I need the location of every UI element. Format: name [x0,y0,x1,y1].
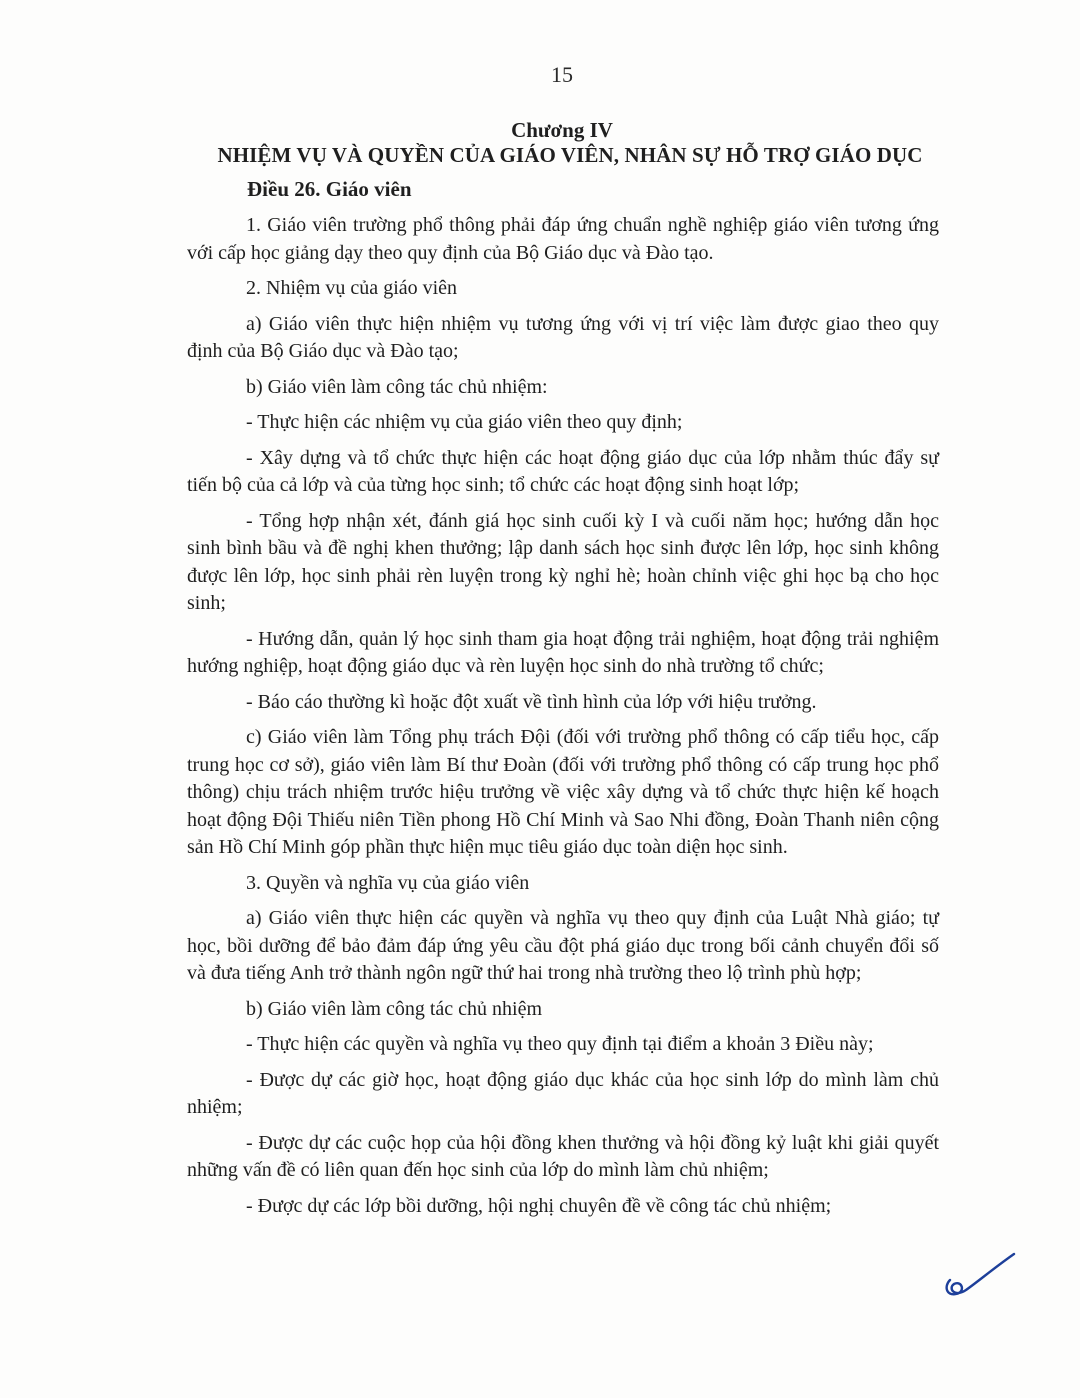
chapter-title: Chương IV [511,118,613,142]
paragraph: - Được dự các giờ học, hoạt động giáo dục khác của học sinh lớp do mình làm chủ nhiệm; [187,1068,939,1118]
article-heading: Điều 26. Giáo viên [247,177,412,201]
paragraph: - Xây dựng và tổ chức thực hiện các hoạt động giáo dục của lớp nhằm thúc đẩy sự tiến bộ của cả lớp và của từng học sinh; tổ chức các hoạt động sinh hoạt lớp; [187,446,939,496]
paragraph: - Thực hiện các quyền và nghĩa vụ theo quy định tại điểm a khoản 3 Điều này; [246,1033,874,1055]
chapter-subtitle: NHIỆM VỤ VÀ QUYỀN CỦA GIÁO VIÊN, NHÂN SỰ HỖ TRỢ GIÁO DỤC [217,143,923,167]
paragraph: b) Giáo viên làm công tác chủ nhiệm: [246,375,548,398]
page-number: 15 [551,62,573,87]
paragraph: a) Giáo viên thực hiện các quyền và nghĩa vụ theo quy định của Luật Nhà giáo; tự học, bồi dưỡng để bảo đảm đáp ứng yêu cầu đột phá giáo dục trong bối cảnh chuyển đổi số và đưa tiếng Anh trở thành ngôn ngữ thứ hai trong nhà trường theo lộ trình phù hợp; [187,907,939,984]
paragraph: - Hướng dẫn, quản lý học sinh tham gia hoạt động trải nghiệm, hoạt động trải nghiệm hướng nghiệp, hoạt động giáo dục và rèn luyện học sinh do nhà trường tổ chức; [187,627,939,677]
paragraph: - Được dự các cuộc họp của hội đồng khen thưởng và hội đồng kỷ luật khi giải quyết những vấn đề có liên quan đến học sinh của lớp do mình làm chủ nhiệm; [187,1131,939,1181]
paragraph: b) Giáo viên làm công tác chủ nhiệm [246,997,543,1020]
paragraph: 2. Nhiệm vụ của giáo viên [246,277,458,299]
paragraph: - Thực hiện các nhiệm vụ của giáo viên theo quy định; [246,411,683,433]
paragraph: - Tổng hợp nhận xét, đánh giá học sinh cuối kỳ I và cuối năm học; hướng dẫn học sinh bình bầu và đề nghị khen thưởng; lập danh sách học sinh được lên lớp, học sinh không được lên lớp, học sinh phải rèn luyện trong kỳ nghỉ hè; hoàn chỉnh việc ghi học bạ cho học sinh; [187,509,939,614]
document-body [187,212,939,1228]
paragraph: 3. Quyền và nghĩa vụ của giáo viên [246,871,530,894]
paragraph: a) Giáo viên thực hiện nhiệm vụ tương ứng với vị trí việc làm được giao theo quy định của Bộ Giáo dục và Đào tạo; [187,312,939,362]
paragraph: c) Giáo viên làm Tổng phụ trách Đội (đối với trường phổ thông có cấp tiểu học, cấp trung học cơ sở), giáo viên làm Bí thư Đoàn (đối với trường phổ thông có cấp trung học phổ thông) chịu trách nhiệm trước hiệu trưởng về việc xây dựng và tổ chức thực hiện kế hoạch hoạt động Đội Thiếu niên Tiền phong Hồ Chí Minh và Sao Nhi đồng, Đoàn Thanh niên cộng sản Hồ Chí Minh góp phần thực hiện mục tiêu giáo dục toàn diện học sinh. [187,726,939,858]
paragraph: - Báo cáo thường kì hoặc đột xuất về tình hình của lớp với hiệu trưởng. [246,690,817,713]
paragraph: 1. Giáo viên trường phổ thông phải đáp ứng chuẩn nghề nghiệp giáo viên tương ứng với cấp học giảng dạy theo quy định của Bộ Giáo dục và Đào tạo. [187,214,939,264]
paragraph: - Được dự các lớp bồi dưỡng, hội nghị chuyên đề về công tác chủ nhiệm; [246,1194,832,1217]
handwritten-initial-icon [936,1250,1020,1310]
